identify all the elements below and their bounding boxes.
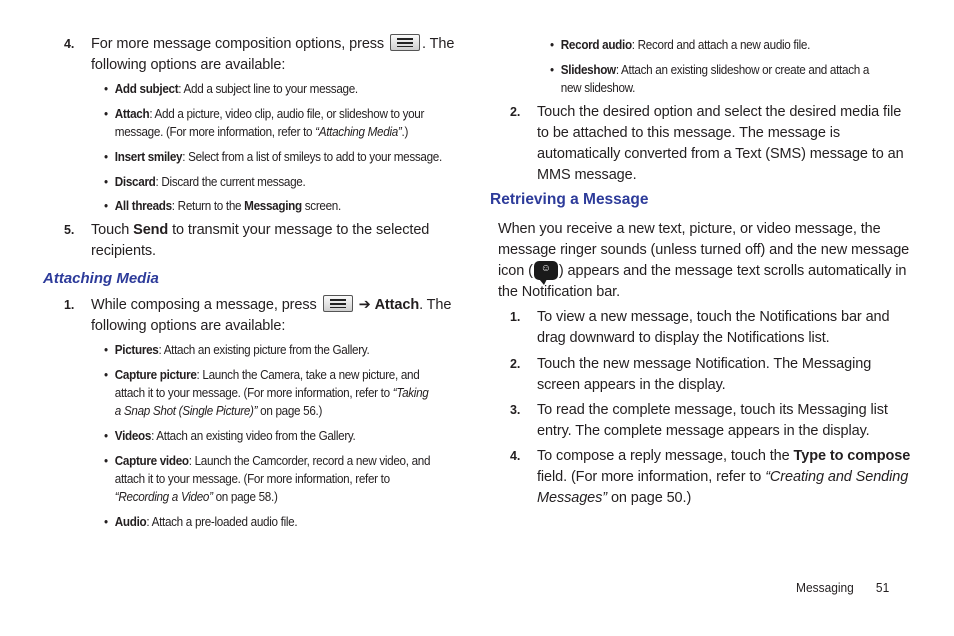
bullet-add-subject: • Add subject: Add a subject line to your message. <box>104 81 358 96</box>
link-taking-snap-shot-cont[interactable]: a Snap Shot (Single Picture)” <box>114 403 258 418</box>
link-recording-video[interactable]: “Recording a Video” <box>114 489 213 504</box>
heading-retrieving-message: Retrieving a Message <box>490 191 649 208</box>
bullet-discard: • Discard: Discard the current message. <box>104 174 306 189</box>
bullet-all-threads: • All threads: Return to the Messaging screen. <box>104 198 341 213</box>
link-taking-snap-shot[interactable]: “Taking <box>392 385 429 400</box>
link-creating-sending-cont[interactable]: Messages” <box>537 490 608 506</box>
menu-key-icon <box>390 34 420 51</box>
bullet-videos: • Videos: Attach an existing video from the Gallery. <box>104 428 356 443</box>
bullet-record-audio: • Record audio: Record and attach a new audio file. <box>550 37 811 52</box>
new-message-icon: ☺ <box>534 261 558 280</box>
link-attaching-media[interactable]: “Attaching Media” <box>315 124 402 139</box>
footer-section: Messaging <box>796 580 854 595</box>
bullet-attach: • Attach: Add a picture, video clip, audio file, or slideshow to your message. (For more information, refer to “Attaching Media”.) <box>104 106 425 139</box>
intro-paragraph: When you receive a new text, picture, or video message, the message ringer sounds (unless turned off) and the new message icon ( ☺ ) appears and the message text scrolls automatically in the Notification bar. <box>498 221 910 300</box>
link-creating-sending[interactable]: “Creating and Sending <box>765 469 909 485</box>
bullet-capture-picture: • Capture picture: Launch the Camera, take a new picture, and attach it to your message. (For more information, refer to “Taking a Snap Shot (Single Picture)” on page 56.) <box>104 367 429 418</box>
bullet-slideshow: • Slideshow: Attach an existing slideshow or create and attach a new slideshow. <box>550 62 870 95</box>
bullet-capture-video: • Capture video: Launch the Camcorder, record a new video, and attach it to your message. (For more information, refer to “Recording a Video” on page 58.) <box>104 453 431 504</box>
page-footer <box>796 580 889 595</box>
bullet-insert-smiley: • Insert smiley: Select from a list of smileys to add to your message. <box>104 149 442 164</box>
bullet-audio: • Audio: Attach a pre-loaded audio file. <box>104 514 298 529</box>
menu-key-icon <box>323 295 353 312</box>
page-number: 51 <box>875 580 890 595</box>
right-arrow-icon: ➔ <box>358 297 371 313</box>
step-number: 4. <box>64 37 75 51</box>
bullet-pictures: • Pictures: Attach an existing picture from the Gallery. <box>104 342 370 357</box>
heading-attaching-media: Attaching Media <box>43 270 159 287</box>
